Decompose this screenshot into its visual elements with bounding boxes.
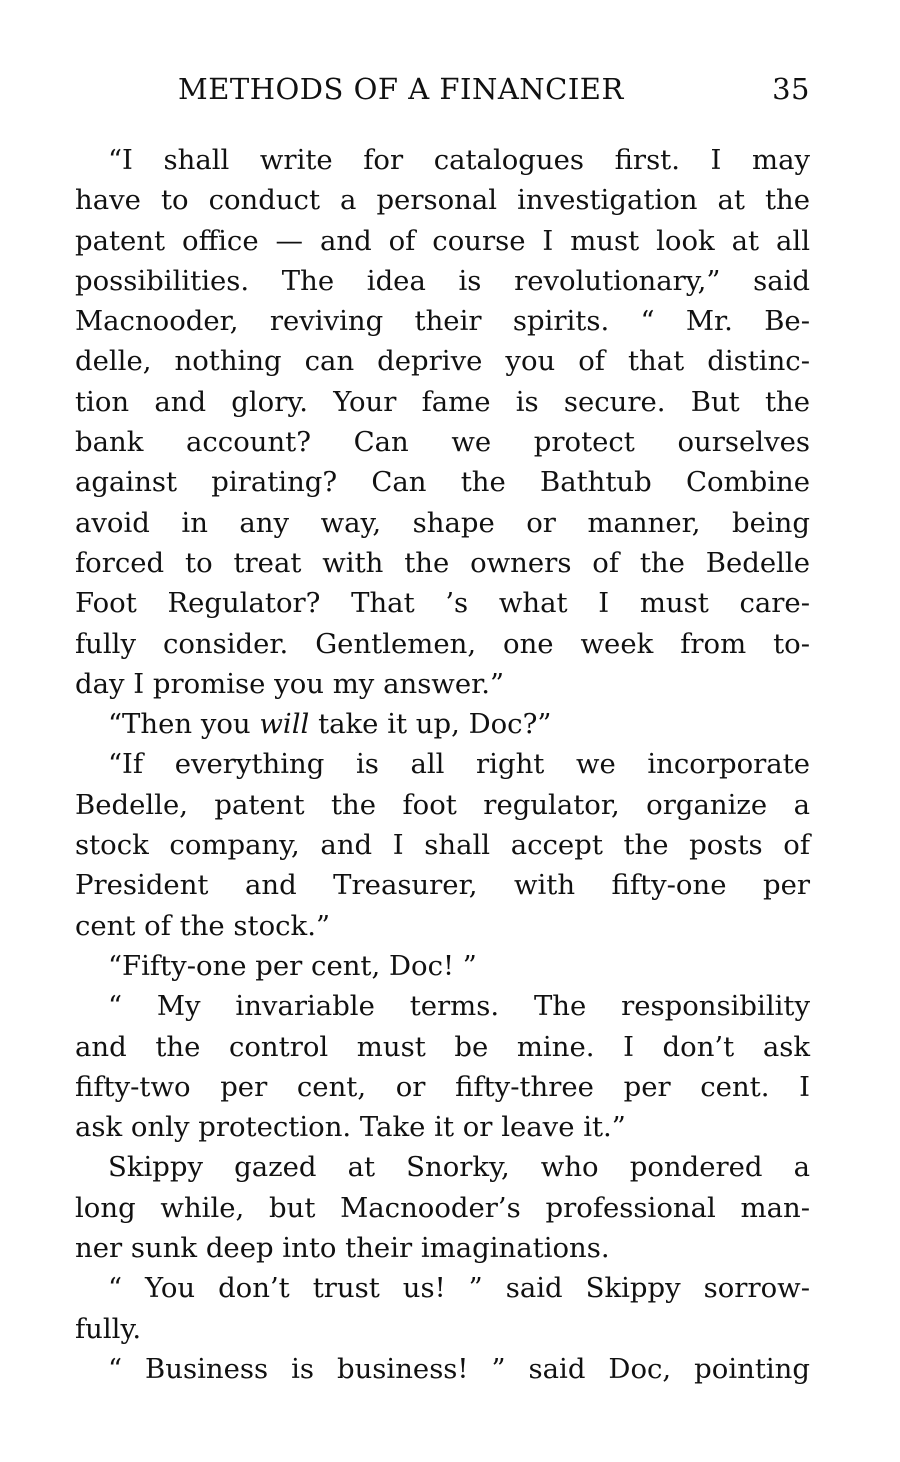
text-segment: take it up, Doc?” (309, 708, 552, 741)
text-line: ask only protection. Take it or leave it.” (75, 1111, 626, 1144)
text-line: “If everything is all right we incorporate (108, 748, 810, 781)
running-header (75, 72, 810, 120)
chapter-title: METHODS OF A FINANCIER (178, 72, 624, 106)
text-line: avoid in any way, shape or manner, being (75, 506, 810, 539)
text-line: have to conduct a personal investigation at the (75, 184, 810, 217)
body-text (75, 140, 810, 1389)
text-line: possibilities. The idea is revolutionary,” said (75, 264, 810, 297)
text-line: President and Treasurer, with fifty-one per (75, 869, 810, 902)
text-line: tion and glory. Your fame is secure. But the (75, 385, 810, 418)
text-line: “ Business is business! ” said Doc, pointing (108, 1352, 810, 1385)
text-line: Skippy gazed at Snorky, who pondered a (108, 1151, 810, 1184)
text-line: ner sunk deep into their imaginations. (75, 1232, 610, 1265)
text-line: against pirating? Can the Bathtub Combine (75, 466, 810, 499)
text-line: fifty-two per cent, or fifty-three per cent. I (75, 1070, 810, 1103)
text-line: “ My invariable terms. The responsibility (108, 990, 810, 1023)
text-line: Bedelle, patent the foot regulator, organize a (75, 788, 810, 821)
text-line: fully. (75, 1312, 142, 1345)
text-line: long while, but Macnooder’s professional man- (75, 1191, 810, 1224)
text-segment: “Then you (108, 708, 260, 741)
text-line: “I shall write for catalogues first. I may (108, 144, 810, 176)
text-line: “Fifty-one per cent, Doc! ” (108, 949, 477, 982)
text-line: bank account? Can we protect ourselves (75, 426, 810, 459)
text-line: fully consider. Gentlemen, one week from to- (75, 627, 810, 660)
text-line: and the control must be mine. I don’t ask (75, 1030, 810, 1063)
text-line: patent office — and of course I must look at all (75, 224, 810, 257)
text-line: cent of the stock.” (75, 909, 331, 942)
text-line: “ You don’t trust us! ” said Skippy sorrow- (108, 1272, 810, 1305)
text-line: delle, nothing can deprive you of that distinc- (75, 345, 810, 378)
text-line: stock company, and I shall accept the posts of (75, 829, 810, 862)
page-number: 35 (772, 72, 810, 106)
text-line: forced to treat with the owners of the Bedelle (75, 546, 810, 579)
text-line: day I promise you my answer.” (75, 667, 505, 700)
text-line: Macnooder, reviving their spirits. “ Mr. Be- (75, 305, 810, 338)
emphasis-text: will (259, 708, 310, 741)
text-line: Foot Regulator? That ’s what I must care- (75, 587, 810, 620)
text-line-with-emphasis (75, 704, 810, 744)
